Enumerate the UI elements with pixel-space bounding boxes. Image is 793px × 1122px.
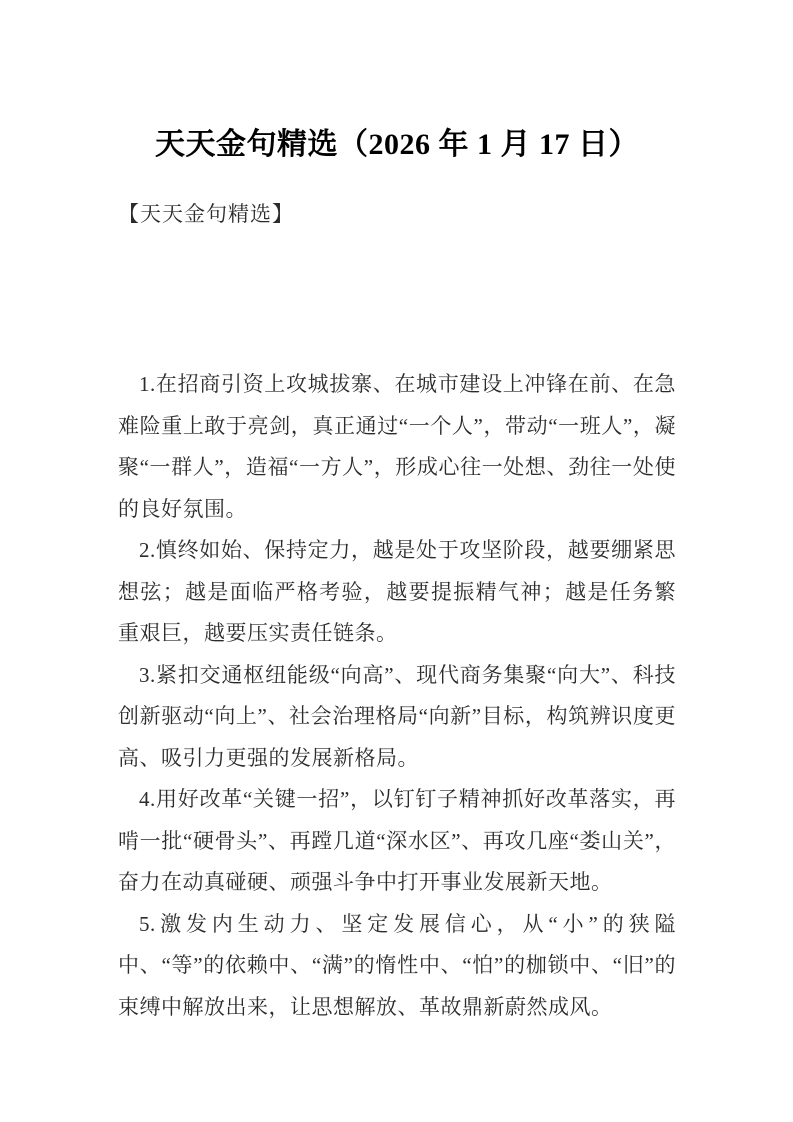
paragraph-4: 4.用好改革“关键一招”，以钉钉子精神抓好改革落实，再啃一批“硬骨头”、再蹚几道“深水区”、再攻几座“娄山关”，奋力在动真碰硬、顽强斗争中打开事业发展新天地。 xyxy=(118,787,676,894)
document-title: 天天金句精选（2026 年 1 月 17 日） xyxy=(155,128,639,161)
paragraph-1: 1.在招商引资上攻城拔寨、在城市建设上冲锋在前、在急难险重上敢于亮剑，真正通过“一个人”，带动“一班人”，凝聚“一群人”，造福“一方人”，形成心往一处想、劲往一处使的良好氛围。 xyxy=(118,372,676,521)
document-body xyxy=(118,364,676,1028)
paragraph-3: 3.紧扣交通枢纽能级“向高”、现代商务集聚“向大”、科技创新驱动“向上”、社会治理格局“向新”目标，构筑辨识度更高、吸引力更强的发展新格局。 xyxy=(118,662,676,770)
paragraph-5: 5.激发内生动力、坚定发展信心，从“小”的狭隘中、“等”的依赖中、“满”的惰性中、“怕”的枷锁中、“旧”的束缚中解放出来，让思想解放、革故鼎新蔚然成风。 xyxy=(118,911,676,1019)
section-label: 【天天金句精选】 xyxy=(118,202,294,226)
paragraph-2: 2.慎终如始、保持定力，越是处于攻坚阶段，越要绷紧思想弦；越是面临严格考验，越要提振精气神；越是任务繁重艰巨，越要压实责任链条。 xyxy=(118,538,676,645)
